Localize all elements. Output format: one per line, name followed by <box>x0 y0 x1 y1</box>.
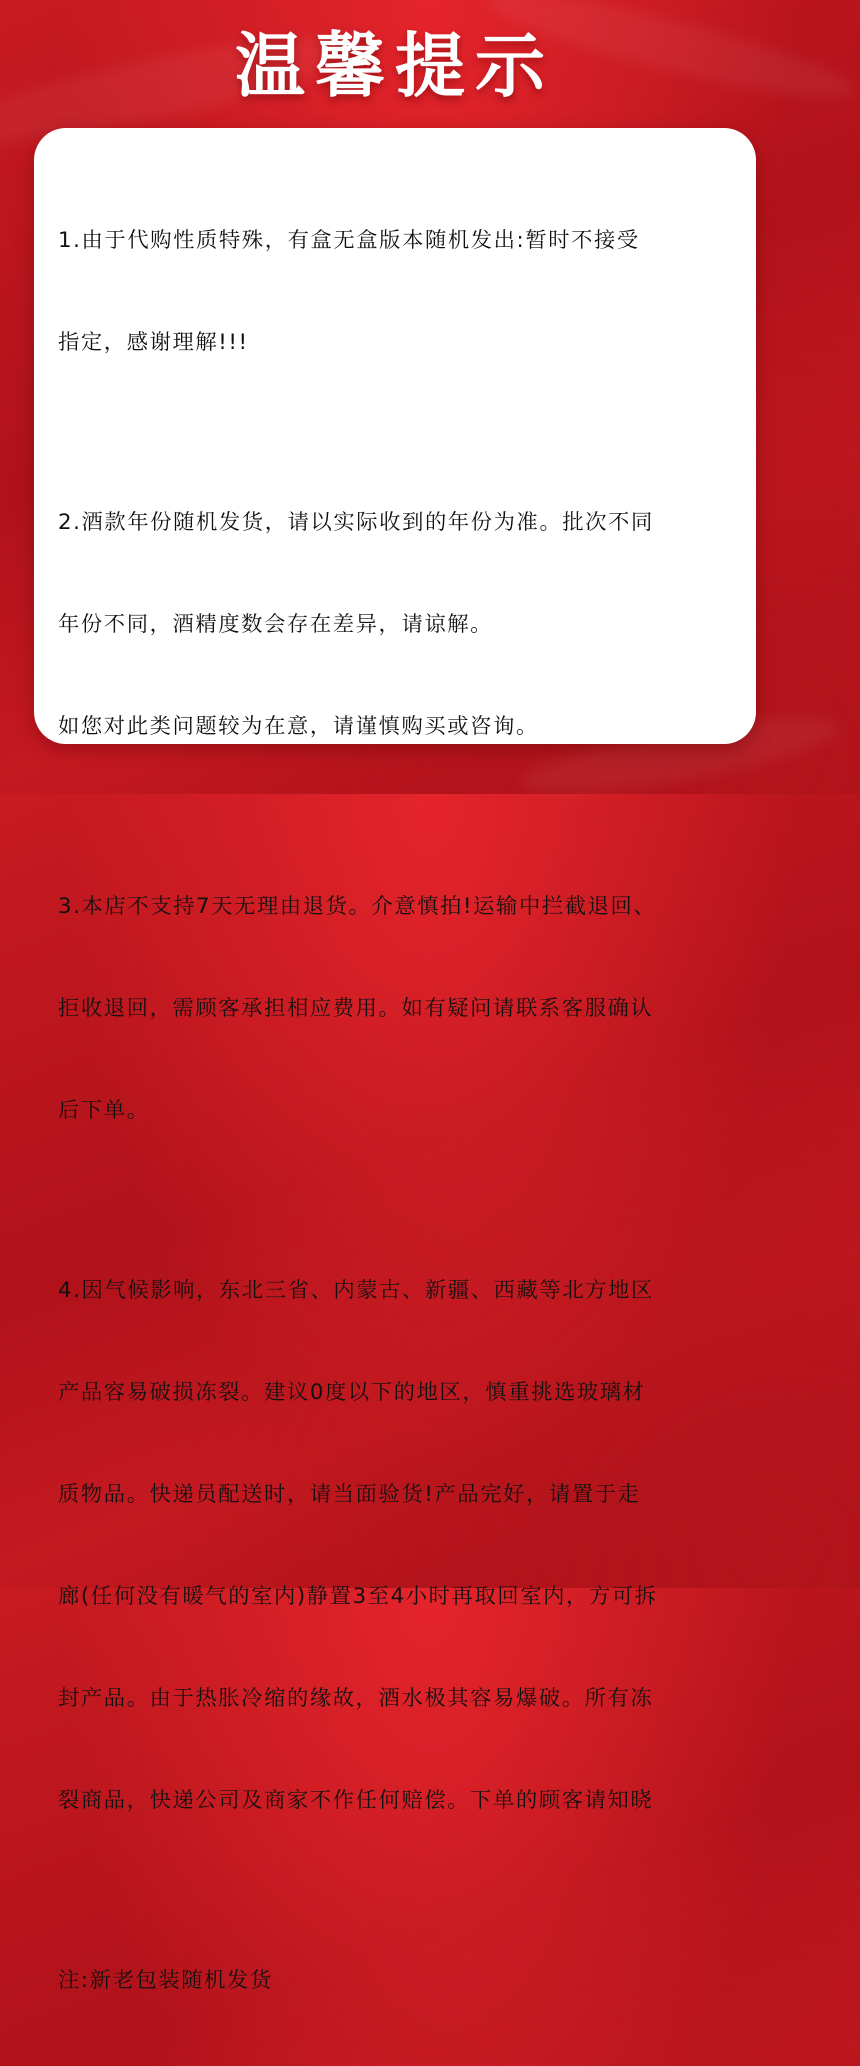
notice-line: 注:新老包装随机发货 <box>58 1968 273 1993</box>
notice-item-4 <box>58 1206 736 1886</box>
notice-line: 1.由于代购性质特殊，有盒无盒版本随机发出:暂时不接受 <box>58 228 640 253</box>
notice-line: 指定，感谢理解!!! <box>58 330 249 355</box>
notice-line: 3.本店不支持7天无理由退货。介意慎拍!运输中拦截退回、 <box>58 894 657 919</box>
notice-line: 年份不同，酒精度数会存在差异，请谅解。 <box>58 612 494 637</box>
notice-line: 裂商品，快递公司及商家不作任何赔偿。下单的顾客请知晓 <box>58 1788 654 1813</box>
notice-line: 后下单。 <box>58 1098 150 1123</box>
notice-line: 质物品。快递员配送时，请当面验货!产品完好，请置于走 <box>58 1482 641 1507</box>
notice-item-note <box>58 1896 736 2066</box>
notice-line: 封产品。由于热胀冷缩的缘故，酒水极其容易爆破。所有冻 <box>58 1686 654 1711</box>
notice-item-2 <box>58 438 736 812</box>
notice-item-3 <box>58 822 736 1196</box>
page-title: 温馨提示 <box>235 25 555 107</box>
notice-line: 拒收退回，需顾客承担相应费用。如有疑问请联系客服确认 <box>58 996 654 1021</box>
notice-line: 产品容易破损冻裂。建议0度以下的地区，慎重挑选玻璃材 <box>58 1380 646 1405</box>
notice-panel <box>34 128 756 1993</box>
notice-line: 如您对此类问题较为在意，请谨慎购买或咨询。 <box>58 714 539 739</box>
notice-line: 廊(任何没有暖气的室内)静置3至4小时再取回室内，方可拆 <box>58 1584 658 1609</box>
notice-line: 2.酒款年份随机发货，请以实际收到的年份为准。批次不同 <box>58 510 654 535</box>
notice-item-1 <box>58 156 736 428</box>
notice-line: 4.因气候影响，东北三省、内蒙古、新疆、西藏等北方地区 <box>58 1278 654 1303</box>
